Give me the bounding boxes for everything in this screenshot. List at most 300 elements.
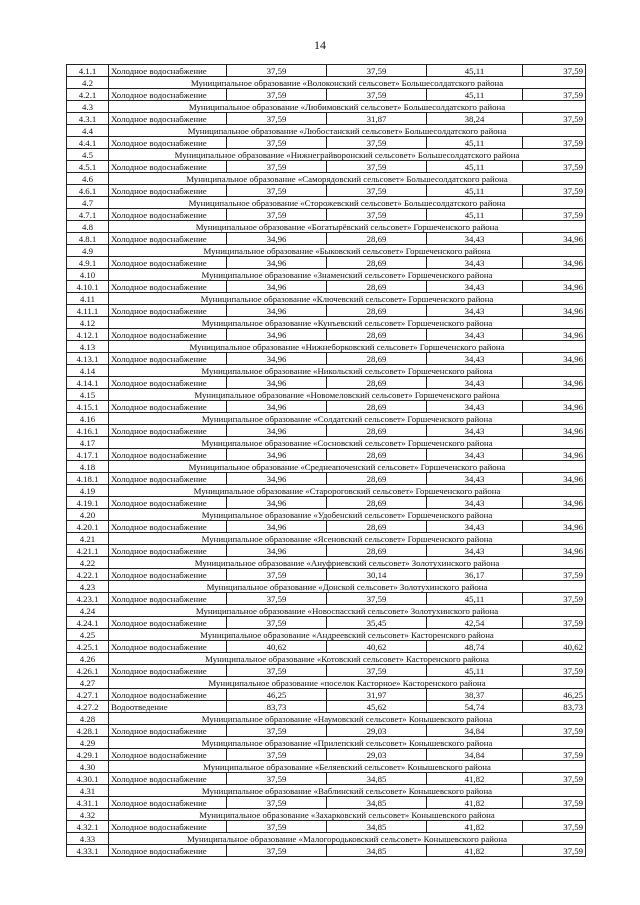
tariff-value-2: 37,59	[327, 593, 427, 605]
tariff-value-2: 31,87	[327, 113, 427, 125]
municipality-title: Муниципальное образование «Прилепский сельсовет» Конышевского района	[109, 737, 586, 749]
tariff-value-2: 34,85	[327, 773, 427, 785]
tariff-value-1: 40,62	[227, 641, 327, 653]
municipality-title: Муниципальное образование «Богатырёвский сельсовет» Горшеченского района	[109, 221, 586, 233]
municipality-title: Муниципальное образование «Сосновский сельсовет» Горшеченского района	[109, 437, 586, 449]
row-number: 4.2	[67, 77, 109, 89]
municipality-title: Муниципальное образование «Быковский сельсовет» Горшеченского района	[109, 245, 586, 257]
tariff-value-4: 37,59	[523, 593, 586, 605]
row-number: 4.33	[67, 833, 109, 845]
service-name: Холодное водоснабжение	[109, 689, 227, 701]
service-name: Холодное водоснабжение	[109, 281, 227, 293]
table-row	[67, 281, 586, 293]
tariff-value-3: 34,43	[427, 257, 523, 269]
table-row	[67, 593, 586, 605]
municipality-row	[67, 833, 586, 845]
service-name: Холодное водоснабжение	[109, 305, 227, 317]
tariff-value-1: 37,59	[227, 137, 327, 149]
row-number: 4.30.1	[67, 773, 109, 785]
row-number: 4.10	[67, 269, 109, 281]
table-row	[67, 65, 586, 77]
tariff-value-2: 37,59	[327, 161, 427, 173]
table-row	[67, 473, 586, 485]
row-number: 4.18.1	[67, 473, 109, 485]
row-number: 4.31	[67, 785, 109, 797]
tariff-value-1: 34,96	[227, 401, 327, 413]
tariff-value-3: 45,11	[427, 593, 523, 605]
tariff-value-3: 38,37	[427, 689, 523, 701]
row-number: 4.16	[67, 413, 109, 425]
row-number: 4.8	[67, 221, 109, 233]
table-row	[67, 689, 586, 701]
tariff-value-2: 40,62	[327, 641, 427, 653]
municipality-row	[67, 317, 586, 329]
tariff-value-3: 41,82	[427, 845, 523, 857]
table-row	[67, 113, 586, 125]
tariff-value-3: 42,54	[427, 617, 523, 629]
service-name: Холодное водоснабжение	[109, 401, 227, 413]
tariff-value-4: 34,96	[523, 377, 586, 389]
table-row	[67, 725, 586, 737]
table-row	[67, 377, 586, 389]
row-number: 4.20	[67, 509, 109, 521]
row-number: 4.5	[67, 149, 109, 161]
table-row	[67, 89, 586, 101]
tariff-value-3: 45,11	[427, 65, 523, 77]
tariff-value-2: 28,69	[327, 521, 427, 533]
municipality-row	[67, 785, 586, 797]
tariff-value-4: 34,96	[523, 521, 586, 533]
tariff-value-3: 34,43	[427, 353, 523, 365]
table-row	[67, 797, 586, 809]
tariff-value-3: 34,43	[427, 329, 523, 341]
tariff-value-2: 30,14	[327, 569, 427, 581]
table-row	[67, 641, 586, 653]
row-number: 4.18	[67, 461, 109, 473]
row-number: 4.5.1	[67, 161, 109, 173]
tariff-value-1: 34,96	[227, 425, 327, 437]
tariff-value-2: 28,69	[327, 473, 427, 485]
service-name: Холодное водоснабжение	[109, 377, 227, 389]
table-row	[67, 521, 586, 533]
tariff-value-4: 37,59	[523, 773, 586, 785]
tariff-value-1: 37,59	[227, 593, 327, 605]
municipality-row	[67, 653, 586, 665]
table-row	[67, 401, 586, 413]
municipality-title: Муниципальное образование «Сторожевский сельсовет» Большесолдатского района	[109, 197, 586, 209]
municipality-row	[67, 149, 586, 161]
municipality-row	[67, 713, 586, 725]
table-row	[67, 425, 586, 437]
tariff-value-2: 28,69	[327, 497, 427, 509]
tariff-value-4: 34,96	[523, 401, 586, 413]
tariff-value-1: 37,59	[227, 665, 327, 677]
row-number: 4.17	[67, 437, 109, 449]
row-number: 4.7.1	[67, 209, 109, 221]
row-number: 4.21.1	[67, 545, 109, 557]
service-name: Холодное водоснабжение	[109, 617, 227, 629]
service-name: Холодное водоснабжение	[109, 209, 227, 221]
tariff-value-1: 34,96	[227, 353, 327, 365]
row-number: 4.23.1	[67, 593, 109, 605]
tariff-value-1: 37,59	[227, 113, 327, 125]
municipality-row	[67, 77, 586, 89]
tariff-value-4: 37,59	[523, 185, 586, 197]
tariff-value-1: 37,59	[227, 185, 327, 197]
tariff-value-1: 37,59	[227, 725, 327, 737]
row-number: 4.1.1	[67, 65, 109, 77]
tariff-value-1: 37,59	[227, 161, 327, 173]
row-number: 4.19	[67, 485, 109, 497]
table-row	[67, 773, 586, 785]
tariff-value-1: 34,96	[227, 449, 327, 461]
municipality-row	[67, 125, 586, 137]
tariff-value-1: 37,59	[227, 617, 327, 629]
table-row	[67, 137, 586, 149]
service-name: Холодное водоснабжение	[109, 725, 227, 737]
row-number: 4.24	[67, 605, 109, 617]
page-number: 14	[314, 38, 326, 52]
table-row	[67, 305, 586, 317]
tariff-value-2: 37,59	[327, 65, 427, 77]
service-name: Холодное водоснабжение	[109, 497, 227, 509]
tariff-value-1: 37,59	[227, 749, 327, 761]
service-name: Холодное водоснабжение	[109, 593, 227, 605]
municipality-row	[67, 485, 586, 497]
service-name: Холодное водоснабжение	[109, 233, 227, 245]
row-number: 4.16.1	[67, 425, 109, 437]
tariff-value-3: 34,43	[427, 425, 523, 437]
row-number: 4.24.1	[67, 617, 109, 629]
row-number: 4.26	[67, 653, 109, 665]
tariff-value-4: 37,59	[523, 749, 586, 761]
service-name: Холодное водоснабжение	[109, 545, 227, 557]
service-name: Холодное водоснабжение	[109, 773, 227, 785]
row-number: 4.31.1	[67, 797, 109, 809]
municipality-title: Муниципальное образование «Донской сельсовет» Золотухинского района	[109, 581, 586, 593]
tariff-value-3: 34,43	[427, 521, 523, 533]
tariff-value-1: 37,59	[227, 797, 327, 809]
tariff-value-2: 28,69	[327, 353, 427, 365]
row-number: 4.22	[67, 557, 109, 569]
tariff-value-4: 37,59	[523, 617, 586, 629]
table-row	[67, 749, 586, 761]
row-number: 4.9	[67, 245, 109, 257]
row-number: 4.20.1	[67, 521, 109, 533]
municipality-row	[67, 677, 586, 689]
row-number: 4.13	[67, 341, 109, 353]
service-name: Холодное водоснабжение	[109, 425, 227, 437]
municipality-row	[67, 221, 586, 233]
row-number: 4.25.1	[67, 641, 109, 653]
municipality-title: Муниципальное образование «Новоспасский сельсовет» Золотухинского района	[109, 605, 586, 617]
tariff-value-1: 34,96	[227, 281, 327, 293]
municipality-title: Муниципальное образование «Среднеапоченский сельсовет» Горшеченского района	[109, 461, 586, 473]
tariff-value-2: 28,69	[327, 425, 427, 437]
row-number: 4.12.1	[67, 329, 109, 341]
tariff-value-4: 37,59	[523, 161, 586, 173]
tariff-value-4: 34,96	[523, 353, 586, 365]
municipality-row	[67, 437, 586, 449]
tariff-value-4: 37,59	[523, 65, 586, 77]
tariff-value-2: 29,03	[327, 749, 427, 761]
tariff-value-4: 34,96	[523, 257, 586, 269]
tariff-value-2: 31,97	[327, 689, 427, 701]
tariff-value-3: 34,43	[427, 281, 523, 293]
tariff-value-2: 37,59	[327, 89, 427, 101]
tariff-value-2: 28,69	[327, 329, 427, 341]
tariff-value-3: 45,11	[427, 89, 523, 101]
tariff-value-3: 34,84	[427, 749, 523, 761]
row-number: 4.6.1	[67, 185, 109, 197]
tariff-value-1: 34,96	[227, 257, 327, 269]
municipality-title: Муниципальное образование «Захарковский сельсовет» Конышевского района	[109, 809, 586, 821]
tariff-value-3: 41,82	[427, 797, 523, 809]
table-row	[67, 845, 586, 857]
tariff-value-3: 48,74	[427, 641, 523, 653]
municipality-row	[67, 557, 586, 569]
tariff-value-4: 37,59	[523, 113, 586, 125]
tariff-value-2: 28,69	[327, 545, 427, 557]
tariff-value-1: 34,96	[227, 233, 327, 245]
tariff-value-1: 34,96	[227, 473, 327, 485]
tariff-value-1: 37,59	[227, 569, 327, 581]
municipality-title: Муниципальное образование «Нижнеборковский сельсовет» Горшеченского района	[109, 341, 586, 353]
municipality-row	[67, 461, 586, 473]
municipality-title: Муниципальное образование «Саморядовский сельсовет» Большесолдатского района	[109, 173, 586, 185]
tariff-value-4: 40,62	[523, 641, 586, 653]
row-number: 4.15	[67, 389, 109, 401]
row-number: 4.25	[67, 629, 109, 641]
row-number: 4.23	[67, 581, 109, 593]
service-name: Холодное водоснабжение	[109, 353, 227, 365]
service-name: Холодное водоснабжение	[109, 797, 227, 809]
tariff-value-3: 45,11	[427, 185, 523, 197]
service-name: Холодное водоснабжение	[109, 257, 227, 269]
service-name: Холодное водоснабжение	[109, 65, 227, 77]
tariff-value-2: 45,62	[327, 701, 427, 713]
row-number: 4.14	[67, 365, 109, 377]
municipality-row	[67, 413, 586, 425]
tariff-value-1: 37,59	[227, 845, 327, 857]
municipality-title: Муниципальное образование «Удобенский сельсовет» Горшеченского района	[109, 509, 586, 521]
municipality-row	[67, 389, 586, 401]
tariff-value-2: 28,69	[327, 233, 427, 245]
row-number: 4.17.1	[67, 449, 109, 461]
service-name: Холодное водоснабжение	[109, 113, 227, 125]
row-number: 4.4	[67, 125, 109, 137]
row-number: 4.14.1	[67, 377, 109, 389]
row-number: 4.15.1	[67, 401, 109, 413]
municipality-title: Муниципальное образование «Котовский сельсовет» Касторенского района	[109, 653, 586, 665]
table-row	[67, 329, 586, 341]
municipality-row	[67, 629, 586, 641]
tariff-value-1: 37,59	[227, 209, 327, 221]
tariff-value-4: 34,96	[523, 281, 586, 293]
tariff-value-3: 54,74	[427, 701, 523, 713]
tariff-value-4: 34,96	[523, 449, 586, 461]
table-row	[67, 497, 586, 509]
municipality-title: Муниципальное образование «Малогородьковский сельсовет» Конышевского района	[109, 833, 586, 845]
row-number: 4.2.1	[67, 89, 109, 101]
tariff-value-2: 29,03	[327, 725, 427, 737]
tariff-value-4: 83,73	[523, 701, 586, 713]
tariff-value-4: 34,96	[523, 425, 586, 437]
row-number: 4.33.1	[67, 845, 109, 857]
tariff-value-1: 46,25	[227, 689, 327, 701]
table-row	[67, 449, 586, 461]
tariff-value-4: 34,96	[523, 329, 586, 341]
tariff-value-2: 28,69	[327, 305, 427, 317]
tariff-value-2: 34,85	[327, 845, 427, 857]
municipality-title: Муниципальное образование «Любимовский сельсовет» Большесолдатского района	[109, 101, 586, 113]
service-name: Холодное водоснабжение	[109, 665, 227, 677]
tariff-value-3: 34,43	[427, 305, 523, 317]
tariff-value-3: 34,43	[427, 449, 523, 461]
tariff-value-3: 34,43	[427, 233, 523, 245]
municipality-title: Муниципальное образование «Новомеловский сельсовет» Горшеченского района	[109, 389, 586, 401]
tariff-value-2: 37,59	[327, 137, 427, 149]
service-name: Холодное водоснабжение	[109, 449, 227, 461]
tariff-value-1: 34,96	[227, 521, 327, 533]
row-number: 4.3	[67, 101, 109, 113]
tariff-table	[66, 64, 586, 857]
tariff-value-4: 46,25	[523, 689, 586, 701]
municipality-title: Муниципальное образование «Ключевский сельсовет» Горшеченского района	[109, 293, 586, 305]
tariff-value-1: 83,73	[227, 701, 327, 713]
service-name: Холодное водоснабжение	[109, 329, 227, 341]
municipality-row	[67, 293, 586, 305]
tariff-value-4: 37,59	[523, 665, 586, 677]
row-number: 4.3.1	[67, 113, 109, 125]
municipality-title: Муниципальное образование «Старороговский сельсовет» Горшеченского района	[109, 485, 586, 497]
service-name: Холодное водоснабжение	[109, 473, 227, 485]
tariff-value-1: 37,59	[227, 65, 327, 77]
municipality-title: Муниципальное образование «Солдатский сельсовет» Горшеченского района	[109, 413, 586, 425]
service-name: Холодное водоснабжение	[109, 845, 227, 857]
tariff-value-3: 45,11	[427, 161, 523, 173]
table-row	[67, 665, 586, 677]
row-number: 4.6	[67, 173, 109, 185]
tariff-value-2: 35,45	[327, 617, 427, 629]
tariff-value-3: 34,84	[427, 725, 523, 737]
service-name: Холодное водоснабжение	[109, 749, 227, 761]
row-number: 4.4.1	[67, 137, 109, 149]
municipality-title: Муниципальное образование «Знаменский сельсовет» Горшеченского района	[109, 269, 586, 281]
municipality-title: Муниципальное образование «Любостанский сельсовет» Большесолдатского района	[109, 125, 586, 137]
tariff-value-2: 28,69	[327, 401, 427, 413]
row-number: 4.12	[67, 317, 109, 329]
row-number: 4.27	[67, 677, 109, 689]
municipality-row	[67, 809, 586, 821]
service-name: Холодное водоснабжение	[109, 137, 227, 149]
service-name: Холодное водоснабжение	[109, 821, 227, 833]
tariff-value-3: 41,82	[427, 773, 523, 785]
service-name: Холодное водоснабжение	[109, 641, 227, 653]
row-number: 4.19.1	[67, 497, 109, 509]
row-number: 4.27.1	[67, 689, 109, 701]
table-row	[67, 821, 586, 833]
tariff-value-4: 37,59	[523, 89, 586, 101]
row-number: 4.8.1	[67, 233, 109, 245]
tariff-value-2: 28,69	[327, 257, 427, 269]
tariff-value-1: 37,59	[227, 89, 327, 101]
municipality-title: Муниципальное образование «Беляевский сельсовет» Конышевского района	[109, 761, 586, 773]
tariff-value-4: 37,59	[523, 137, 586, 149]
tariff-value-1: 37,59	[227, 773, 327, 785]
municipality-title: Муниципальное образование «Ваблинский сельсовет» Конышевского района	[109, 785, 586, 797]
table-row	[67, 617, 586, 629]
tariff-value-3: 45,11	[427, 665, 523, 677]
municipality-row	[67, 761, 586, 773]
tariff-value-4: 37,59	[523, 209, 586, 221]
municipality-title: Муниципальное образование «Андреевский сельсовет» Касторенского района	[109, 629, 586, 641]
municipality-row	[67, 341, 586, 353]
municipality-row	[67, 245, 586, 257]
municipality-title: Муниципальное образование «Ануфриевский сельсовет» Золотухинского района	[109, 557, 586, 569]
table-row	[67, 209, 586, 221]
municipality-row	[67, 197, 586, 209]
tariff-value-4: 37,59	[523, 725, 586, 737]
row-number: 4.30	[67, 761, 109, 773]
tariff-value-1: 37,59	[227, 821, 327, 833]
row-number: 4.27.2	[67, 701, 109, 713]
table-row	[67, 353, 586, 365]
service-name: Холодное водоснабжение	[109, 185, 227, 197]
tariff-value-3: 34,43	[427, 401, 523, 413]
tariff-value-4: 37,59	[523, 845, 586, 857]
tariff-value-2: 34,85	[327, 797, 427, 809]
tariff-value-3: 34,43	[427, 497, 523, 509]
tariff-value-1: 34,96	[227, 329, 327, 341]
municipality-row	[67, 581, 586, 593]
row-number: 4.10.1	[67, 281, 109, 293]
tariff-value-4: 34,96	[523, 233, 586, 245]
row-number: 4.21	[67, 533, 109, 545]
municipality-title: Муниципальное образование «Волоконский сельсовет» Большесолдатского района	[109, 77, 586, 89]
tariff-value-1: 34,96	[227, 377, 327, 389]
service-name: Холодное водоснабжение	[109, 569, 227, 581]
tariff-value-3: 38,24	[427, 113, 523, 125]
municipality-row	[67, 365, 586, 377]
tariff-value-3: 36,17	[427, 569, 523, 581]
tariff-table-body	[67, 65, 586, 857]
municipality-title: Муниципальное образование «Никольский сельсовет» Горшеченского района	[109, 365, 586, 377]
service-name: Холодное водоснабжение	[109, 521, 227, 533]
tariff-value-4: 37,59	[523, 797, 586, 809]
tariff-value-1: 34,96	[227, 305, 327, 317]
row-number: 4.22.1	[67, 569, 109, 581]
municipality-row	[67, 605, 586, 617]
municipality-row	[67, 269, 586, 281]
tariff-value-3: 34,43	[427, 473, 523, 485]
tariff-value-1: 34,96	[227, 545, 327, 557]
tariff-value-2: 37,59	[327, 665, 427, 677]
municipality-row	[67, 101, 586, 113]
row-number: 4.11.1	[67, 305, 109, 317]
tariff-value-4: 34,96	[523, 545, 586, 557]
table-row	[67, 185, 586, 197]
table-row	[67, 569, 586, 581]
municipality-title: Муниципальное образование «Кунъевский сельсовет» Горшеченского района	[109, 317, 586, 329]
table-row	[67, 545, 586, 557]
table-row	[67, 701, 586, 713]
tariff-value-3: 41,82	[427, 821, 523, 833]
row-number: 4.32.1	[67, 821, 109, 833]
tariff-value-3: 34,43	[427, 545, 523, 557]
table-row	[67, 257, 586, 269]
municipality-title: Муниципальное образование «Ясеновский сельсовет» Горшеченского района	[109, 533, 586, 545]
